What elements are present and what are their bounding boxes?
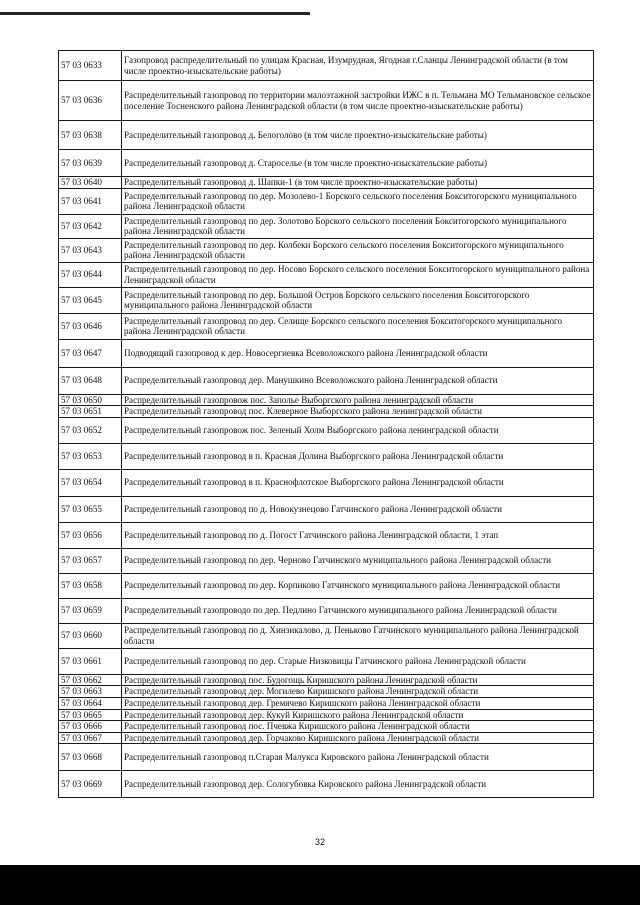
- row-code: 57 03 0665: [59, 709, 122, 721]
- row-description: Распределительный газопровод п.Старая Малукса Кировского района Ленинградской области: [122, 744, 594, 771]
- table-row: [59, 417, 594, 443]
- row-description: Распределительный газопровод по дер. Черново Гатчинского муниципального района Ленинградской области: [122, 548, 594, 573]
- row-description: Распределительный газопровод по д. Новокузнецово Гатчинского района Ленинградской области: [122, 496, 594, 522]
- table-row: [59, 623, 594, 648]
- row-description: Распределительный газопровод по дер. Селище Борского сельского поселения Бокситогорского муниципального района Ленинградской области: [122, 313, 594, 339]
- row-code: 57 03 0661: [59, 648, 122, 674]
- row-description: Распределительный газопровод по дер. Мозолево-1 Борского сельского поселения Бокситогорского муниципального района Ленинградской области: [122, 188, 594, 214]
- row-code: 57 03 0660: [59, 623, 122, 648]
- row-code: 57 03 0646: [59, 313, 122, 339]
- projects-table: [58, 50, 594, 798]
- row-description: Распределительный газопровод пос. Клеверное Выборгского района ленинградской области: [122, 406, 594, 418]
- row-description: Распределительный газопровод д. Староселье (в том числе проектно-изыскательские работы): [122, 150, 594, 177]
- row-description: Распределительный газопровод дер. Сологубовка Кировского района Ленинградской области: [122, 771, 594, 798]
- row-code: 57 03 0633: [59, 51, 122, 81]
- row-code: 57 03 0636: [59, 81, 122, 121]
- row-code: 57 03 0651: [59, 406, 122, 418]
- row-description: Распределительный газопровод пос. Пчевжа Киришского района Ленинградской области: [122, 721, 594, 733]
- row-description: Распределительный газопровод пос. Будогощь Киришского района Ленинградской области: [122, 674, 594, 686]
- row-description: Подводящий газопровод к дер. Новосергиевка Всеволожского района Ленинградской области: [122, 339, 594, 367]
- row-code: 57 03 0638: [59, 121, 122, 150]
- row-code: 57 03 0648: [59, 367, 122, 394]
- row-code: 57 03 0668: [59, 744, 122, 771]
- row-code: 57 03 0652: [59, 417, 122, 443]
- table-row: [59, 287, 594, 313]
- table-row: [59, 150, 594, 177]
- row-code: 57 03 0659: [59, 598, 122, 623]
- row-code: 57 03 0642: [59, 214, 122, 238]
- row-code: 57 03 0662: [59, 674, 122, 686]
- row-description: Распределительный газопровод по дер. Большой Остров Борского сельского поселения Бокситогорского муниципального района Ленинградской области: [122, 287, 594, 313]
- page-number: 32: [314, 837, 325, 847]
- table-row: [59, 496, 594, 522]
- table-row: [59, 81, 594, 121]
- projects-table-body: [59, 51, 594, 798]
- row-description: Распределительный газопровод по дер. Золотово Борского сельского поселения Бокситогорского муниципального района Ленинградской области: [122, 214, 594, 238]
- table-row: [59, 443, 594, 469]
- row-description: Распределительный газопровод дер. Кукуй Киришского района Ленинградской области: [122, 709, 594, 721]
- row-code: 57 03 0641: [59, 188, 122, 214]
- row-code: 57 03 0667: [59, 732, 122, 744]
- row-description: Распределительный газопровод по дер. Колбеки Борского сельского поселения Бокситогорского муниципального района Ленинградской области: [122, 238, 594, 262]
- table-row: [59, 394, 594, 406]
- table-row: [59, 121, 594, 150]
- table-row: [59, 313, 594, 339]
- table-row: [59, 238, 594, 262]
- row-description: Распределительный газопровод дер. Горчаково Киришского района Ленинградской области: [122, 732, 594, 744]
- row-code: 57 03 0643: [59, 238, 122, 262]
- row-description: Распределительный газопровод по дер. Старые Низковицы Гатчинского района Ленинградской области: [122, 648, 594, 674]
- table-row: [59, 744, 594, 771]
- table-row: [59, 573, 594, 598]
- row-code: 57 03 0645: [59, 287, 122, 313]
- row-code: 57 03 0658: [59, 573, 122, 598]
- table-row: [59, 732, 594, 744]
- row-code: 57 03 0656: [59, 522, 122, 548]
- row-description: Распределительный газопровод дер. Могилево Киришского района Ленинградской области: [122, 686, 594, 698]
- row-description: Распределительный газопровод по дер. Носово Борского сельского поселения Бокситогорского муниципального района Ленинградской области: [122, 262, 594, 287]
- row-code: 57 03 0663: [59, 686, 122, 698]
- table-row: [59, 709, 594, 721]
- row-code: 57 03 0644: [59, 262, 122, 287]
- table-row: [59, 648, 594, 674]
- table-row: [59, 548, 594, 573]
- row-code: 57 03 0639: [59, 150, 122, 177]
- table-row: [59, 51, 594, 81]
- row-description: Распределительный газопроводо по дер. Педлино Гатчинского муниципального района Ленинградской области: [122, 598, 594, 623]
- row-description: Распределительный газопровод по д. Хинзикалово, д. Пеньково Гатчинского муниципального района Ленинградской области: [122, 623, 594, 648]
- row-description: Распределительный газопровод в п. Краснофлотское Выборгского района Ленинградской области: [122, 469, 594, 496]
- row-code: 57 03 0655: [59, 496, 122, 522]
- table-row: [59, 469, 594, 496]
- row-code: 57 03 0657: [59, 548, 122, 573]
- row-description: Распределительный газопровод дер. Гремячево Киришского района Ленинградской области: [122, 697, 594, 709]
- row-code: 57 03 0654: [59, 469, 122, 496]
- row-description: Распределительный газопровод по территории малоэтажной застройки ИЖС в п. Тельмана МО Тельмановское сельское поселение Тосненского района Ленинградской области (в том числе проектно-изыскательские работы): [122, 81, 594, 121]
- row-description: Распределительный газопровод по д. Погост Гатчинского района Ленинградской области, 1 этап: [122, 522, 594, 548]
- table-row: [59, 406, 594, 418]
- row-description: Распределительный газопровод д. Шапки-1 (в том числе проектно-изыскательские работы): [122, 177, 594, 189]
- table-row: [59, 721, 594, 733]
- table-row: [59, 522, 594, 548]
- scan-bottom-band: [0, 865, 640, 905]
- row-code: 57 03 0650: [59, 394, 122, 406]
- table-row: [59, 214, 594, 238]
- document-page: [58, 50, 594, 798]
- row-description: Распределительный газопровод д. Белоголово (в том числе проектно-изыскательские работы): [122, 121, 594, 150]
- table-row: [59, 177, 594, 189]
- table-row: [59, 188, 594, 214]
- table-row: [59, 339, 594, 367]
- table-row: [59, 697, 594, 709]
- row-description: Распределительный газопровод дер. Манушкино Всеволожского района Ленинградской области: [122, 367, 594, 394]
- row-code: 57 03 0640: [59, 177, 122, 189]
- top-edge-line: [0, 12, 310, 15]
- table-row: [59, 367, 594, 394]
- row-description: Распределительный газопровод по дер. Корпиково Гатчинского муниципального района Ленинградской области: [122, 573, 594, 598]
- row-code: 57 03 0669: [59, 771, 122, 798]
- table-row: [59, 262, 594, 287]
- row-code: 57 03 0653: [59, 443, 122, 469]
- row-description: Распределительный газопровож пос. Зеленый Холм Выборгского района ленинградской области: [122, 417, 594, 443]
- row-code: 57 03 0647: [59, 339, 122, 367]
- row-description: Распределительный газопровож пос. Заполье Выборгского района ленинградской области: [122, 394, 594, 406]
- row-description: Газопровод распределительный по улицам Красная, Изумрудная, Ягодная г.Сланцы Ленинградской области (в том числе проектно-изыскательские работы): [122, 51, 594, 81]
- row-code: 57 03 0664: [59, 697, 122, 709]
- row-description: Распределительный газопровод в п. Красная Долина Выборгского района Ленинградской области: [122, 443, 594, 469]
- row-code: 57 03 0666: [59, 721, 122, 733]
- table-row: [59, 674, 594, 686]
- table-row: [59, 598, 594, 623]
- table-row: [59, 771, 594, 798]
- table-row: [59, 686, 594, 698]
